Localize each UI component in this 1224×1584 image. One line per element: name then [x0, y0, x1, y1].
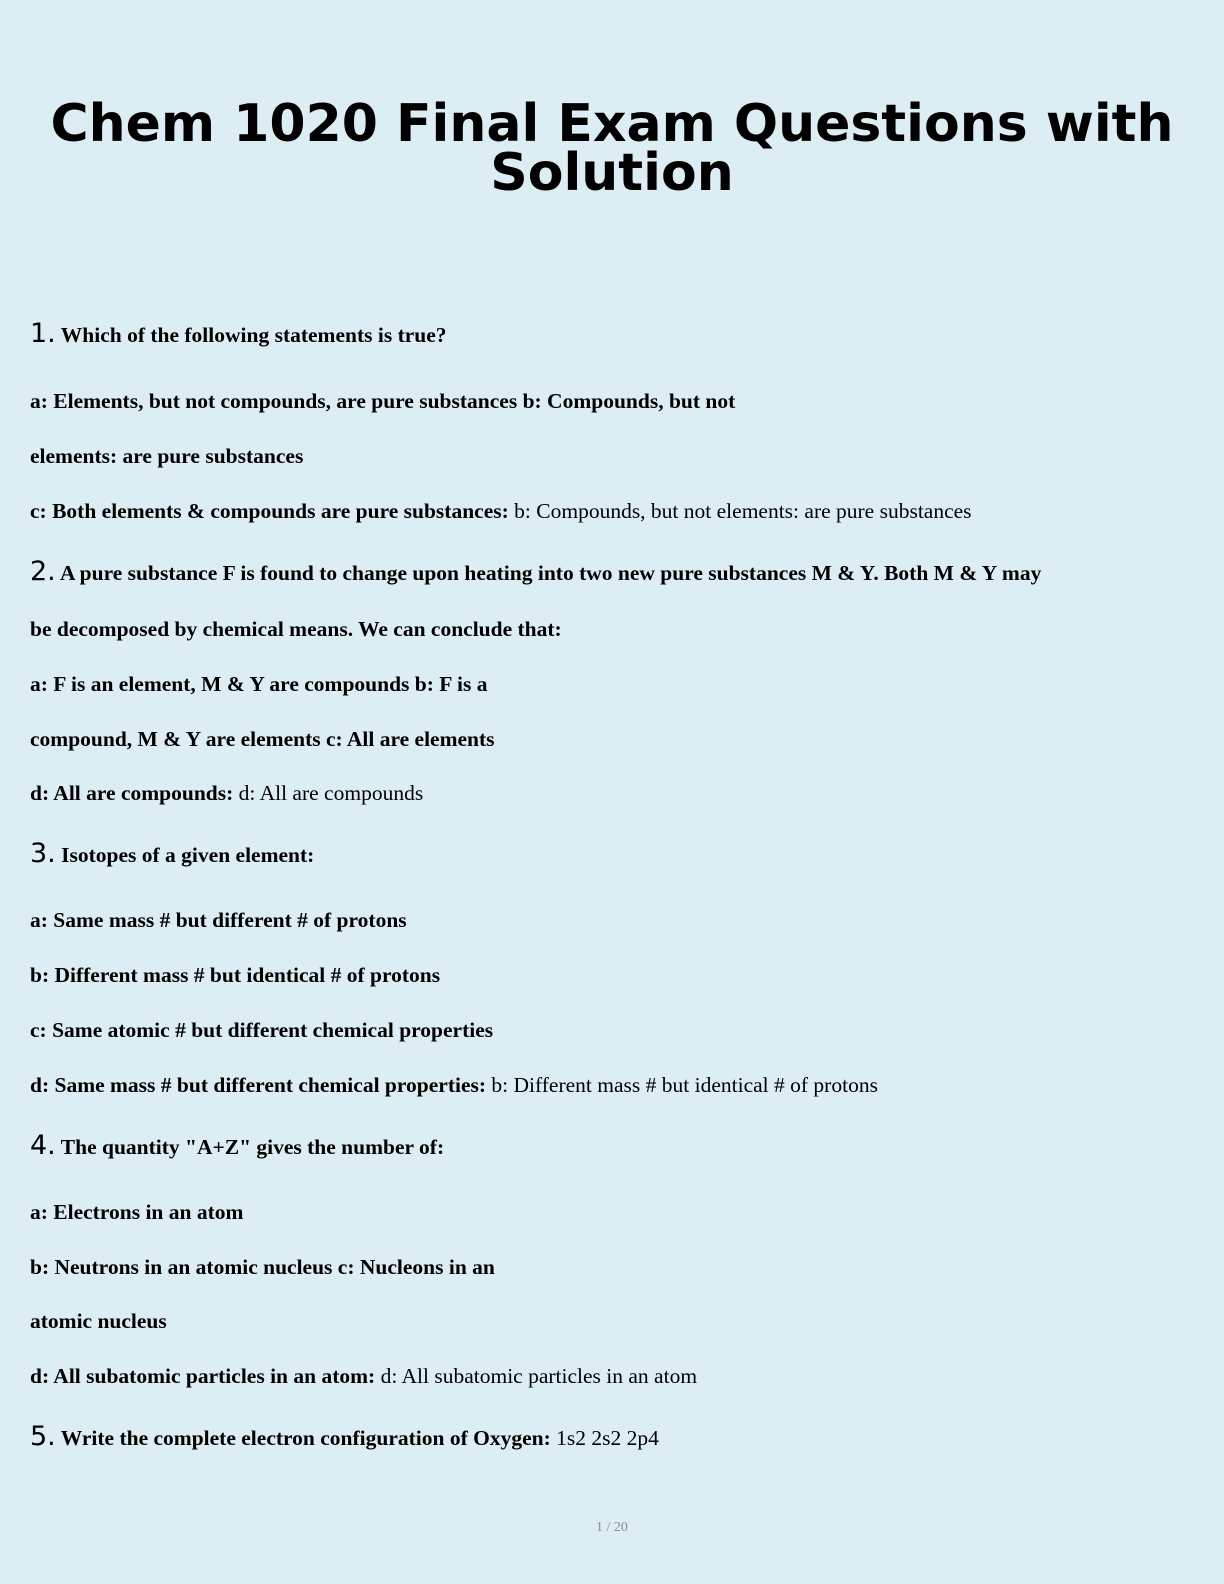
- option-text: d: All subatomic particles in an atom:: [30, 1364, 376, 1388]
- option-line: c: Same atomic # but different chemical properties: [30, 1018, 494, 1042]
- option-line-with-answer: [30, 1071, 1194, 1099]
- answer-text: b: Different mass # but identical # of protons: [491, 1073, 878, 1097]
- option-line: atomic nucleus: [30, 1309, 167, 1333]
- option-line-with-answer: [30, 497, 1194, 525]
- option-line-with-answer: [30, 779, 1194, 807]
- question-text: Isotopes of a given element:: [61, 843, 315, 867]
- option-text: d: All are compounds:: [30, 781, 234, 805]
- question-number: 1.: [30, 318, 56, 349]
- question-2: [30, 558, 1194, 587]
- answer-text: b: Compounds, but not elements: are pure substances: [514, 499, 972, 523]
- question-4: [30, 1132, 1194, 1161]
- option-line: elements: are pure substances: [30, 444, 304, 468]
- answer-text: d: All are compounds: [238, 781, 424, 805]
- option-line: a: Elements, but not compounds, are pure substances b: Compounds, but not: [30, 389, 736, 413]
- question-number: 5.: [30, 1421, 56, 1452]
- question-number: 3.: [30, 838, 56, 869]
- question-number: 4.: [30, 1130, 56, 1161]
- page-title: Chem 1020 Final Exam Questions with Solution: [50, 94, 1174, 203]
- question-text: The quantity "A+Z" gives the number of:: [60, 1135, 445, 1159]
- page-number: 1 / 20: [596, 1520, 628, 1535]
- option-line: a: Electrons in an atom: [30, 1200, 244, 1224]
- option-text: c: Both elements & compounds are pure substances:: [30, 499, 509, 523]
- answer-text: d: All subatomic particles in an atom: [380, 1364, 698, 1388]
- option-line-with-answer: [30, 1362, 1194, 1390]
- option-line: compound, M & Y are elements c: All are elements: [30, 727, 495, 751]
- question-3: [30, 840, 1194, 869]
- question-text: A pure substance F is found to change upon heating into two new pure substances M & Y. Both M & Y may: [59, 561, 1042, 585]
- option-line: b: Neutrons in an atomic nucleus c: Nucleons in an: [30, 1255, 495, 1279]
- question-5: [30, 1423, 1194, 1452]
- option-line: a: Same mass # but different # of protons: [30, 908, 407, 932]
- option-line: b: Different mass # but identical # of protons: [30, 963, 441, 987]
- question-text-continued: be decomposed by chemical means. We can conclude that:: [30, 617, 562, 641]
- question-text: Write the complete electron configuration of Oxygen:: [60, 1426, 551, 1450]
- question-1: [30, 320, 1194, 349]
- answer-text: 1s2 2s2 2p4: [556, 1426, 659, 1450]
- option-line: a: F is an element, M & Y are compounds b: F is a: [30, 672, 488, 696]
- question-text: Which of the following statements is true?: [60, 323, 447, 347]
- question-number: 2.: [30, 556, 56, 587]
- option-text: d: Same mass # but different chemical properties:: [30, 1073, 487, 1097]
